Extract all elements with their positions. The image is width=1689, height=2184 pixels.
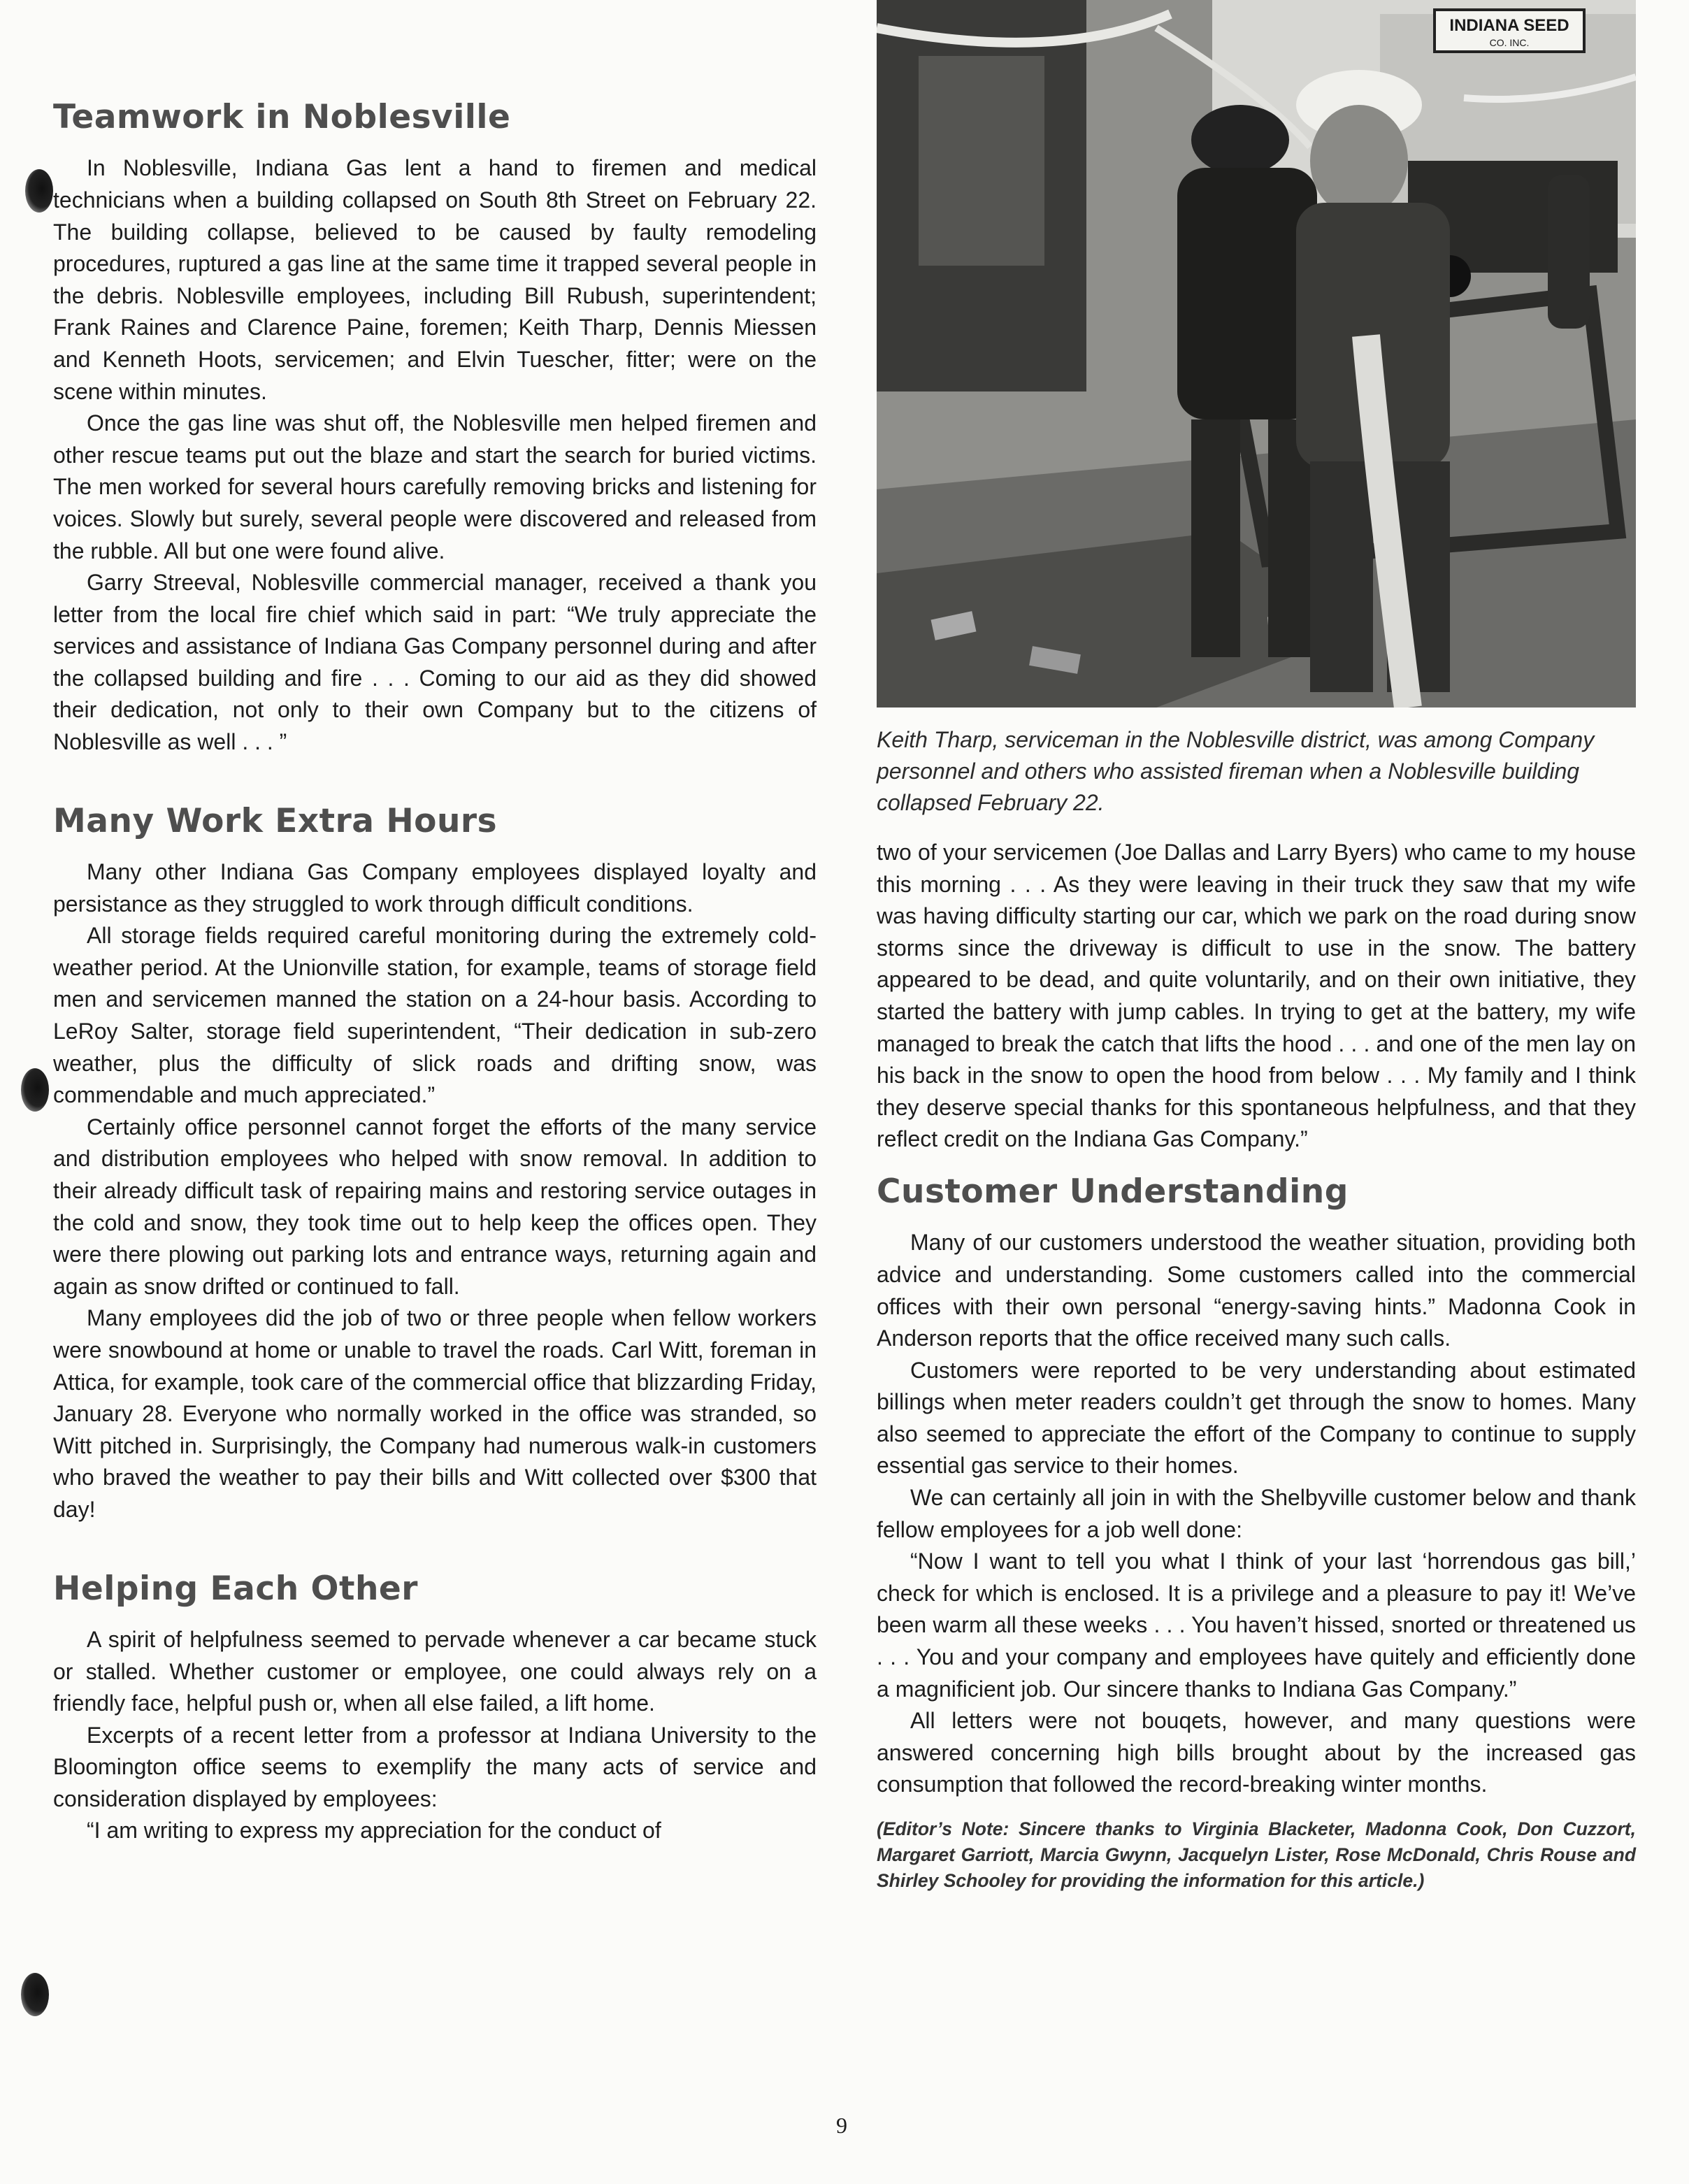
photo-sign-subtext: CO. INC. <box>1489 37 1530 48</box>
paragraph: Once the gas line was shut off, the Noblesville men helped firemen and other rescue teams put out the blaze and start the search for buried victims. The men worked for several hours carefully removing bricks and listening for voices. Slowly but surely, several people were discovered and released from the rubble. All but one were found alive. <box>53 410 817 563</box>
paragraph: A spirit of helpfulness seemed to pervade whenever a car became stuck or stalled. Whether customer or employee, one could always rely on a friendly face, helpful push or, when all else failed, a lift home. <box>53 1626 817 1716</box>
paragraph: “Now I want to tell you what I think of your last ‘horrendous gas bill,’ check for which is enclosed. It is a privilege and a pleasure to pay it! We’ve been warm all these weeks . . . You haven’t hissed, snorted or threatened us . . . You and your company and employees have quitely and efficiently done a magnificient job. Our sincere thanks to Indiana Gas Company.” <box>877 1549 1636 1702</box>
many-work-heading: Many Work Extra Hours <box>53 801 498 840</box>
many-work-section <box>53 802 817 1526</box>
paragraph: We can certainly all join in with the Shelbyville customer below and thank fellow employees for a job well done: <box>877 1485 1636 1542</box>
paragraph: Many employees did the job of two or three people when fellow workers were snowbound at home or unable to travel the roads. Carl Witt, foreman in Attica, for example, took care of the commercial office that blizzarding Friday, January 28. Everyone who normally worked in the office was stranded, so Witt pitched in. Surprisingly, the Company had numerous walk-in customers who braved the weather to pay their bills and Witt collected over $300 that day! <box>53 1305 817 1522</box>
page-number: 9 <box>836 2113 847 2138</box>
editor-note: (Editor’s Note: Sincere thanks to Virginia Blacketer, Madonna Cook, Don Cuzzort, Margaret Garriott, Marcia Gwynn, Jacquelyn Lister, Rose McDonald, Chris Rouse and Shirley Schooley for providing the information for this article.) <box>877 1818 1636 1892</box>
photo-illustration <box>877 0 1636 707</box>
paragraph: Many other Indiana Gas Company employees displayed loyalty and persistance as they struggled to work through difficult conditions. <box>53 859 817 917</box>
binder-hole-1 <box>25 169 53 213</box>
left-column <box>53 98 817 1847</box>
paragraph: All storage fields required careful monitoring during the extremely cold-weather period. At the Unionville station, for example, teams of storage field men and servicemen manned the station on a 24-hour basis. According to LeRoy Salter, storage field superintendent, “Their dedication in sub-zero weather, plus the difficulty of slick roads and drifting snow, was commendable and much appreciated.” <box>53 923 817 1108</box>
photo-caption: Keith Tharp, serviceman in the Noblesville district, was among Company personnel and others who assisted fireman when a Noblesville building collapsed February 22. <box>877 727 1595 815</box>
binder-hole-3 <box>21 1973 49 2016</box>
teamwork-heading: Teamwork in Noblesville <box>53 98 511 136</box>
paragraph: Excerpts of a recent letter from a professor at Indiana University to the Bloomington office seems to exemplify the many acts of service and consideration displayed by employees: <box>53 1722 817 1811</box>
customer-section <box>877 1172 1636 1801</box>
paragraph: “I am writing to express my appreciation for the conduct of <box>87 1818 661 1844</box>
right-column <box>877 0 1636 1894</box>
photo-sign-text: INDIANA SEED <box>1449 16 1569 35</box>
paragraph: Many of our customers understood the weather situation, providing both advice and understanding. Some customers called into the commercial offices with their own personal “energy-saving hints.” Madonna Cook in Anderson reports that the office received many such calls. <box>877 1230 1636 1351</box>
letter-continuation: two of your servicemen (Joe Dallas and Larry Byers) who came to my house this morning . . . As they were leaving in their truck they saw that my wife was having difficulty starting our car, which we park on the road during snow storms since the driveway is difficult to use in the snow. The battery appeared to be dead, and quite voluntarily, and on their own initiative, they started the battery with jump cables. In trying to get at the battery, my wife managed to break the catch that lifts the hood . . . and one of the men lay on his back in the snow to open the hood from below . . . My family and I think they deserve special thanks for this spontaneous helpfulness, and that they reflect credit on the Indiana Gas Company.” <box>877 840 1636 1152</box>
photo-firemen-collapsed-building <box>877 0 1636 707</box>
customer-heading: Customer Understanding <box>877 1172 1349 1211</box>
helping-section <box>53 1569 817 1848</box>
binder-hole-2 <box>21 1068 49 1112</box>
paragraph: In Noblesville, Indiana Gas lent a hand to firemen and medical technicians when a building collapsed on South 8th Street on February 22. The building collapse, believed to be caused by faulty remodeling procedures, ruptured a gas line at the same time it trapped several people in the debris. Noblesville employees, including Bill Rubush, superintendent; Frank Raines and Clarence Paine, foremen; Keith Tharp, Dennis Miessen and Kenneth Hoots, servicemen; and Elvin Tuescher, fitter; were on the scene within minutes. <box>53 155 817 404</box>
paragraph: Garry Streeval, Noblesville commercial manager, received a thank you letter from the local fire chief which said in part: “We truly appreciate the services and assistance of Indiana Gas Company personnel during and after the collapsed building and fire . . . Coming to our aid as they did showed their dedication, not only to their own Company but to the citizens of Noblesville as well . . . ” <box>53 570 817 755</box>
paragraph: Customers were reported to be very understanding about estimated billings when meter readers couldn’t get through the snow to homes. Many also seemed to appreciate the effort of the Company to continue to supply essential gas service to their homes. <box>877 1357 1636 1479</box>
teamwork-section <box>53 98 817 759</box>
paragraph: Certainly office personnel cannot forget the efforts of the many service and distribution employees who helped with snow removal. In addition to their already difficult task of repairing mains and restoring service outages in the cold and snow, they took time out to help keep the offices open. They were there plowing out parking lots and entrance ways, returning again and again as snow drifted or continued to fall. <box>53 1114 817 1299</box>
paragraph: All letters were not bouqets, however, and many questions were answered concerning high bills brought about by the increased gas consumption that followed the record-breaking winter months. <box>877 1708 1636 1797</box>
helping-heading: Helping Each Other <box>53 1569 418 1608</box>
